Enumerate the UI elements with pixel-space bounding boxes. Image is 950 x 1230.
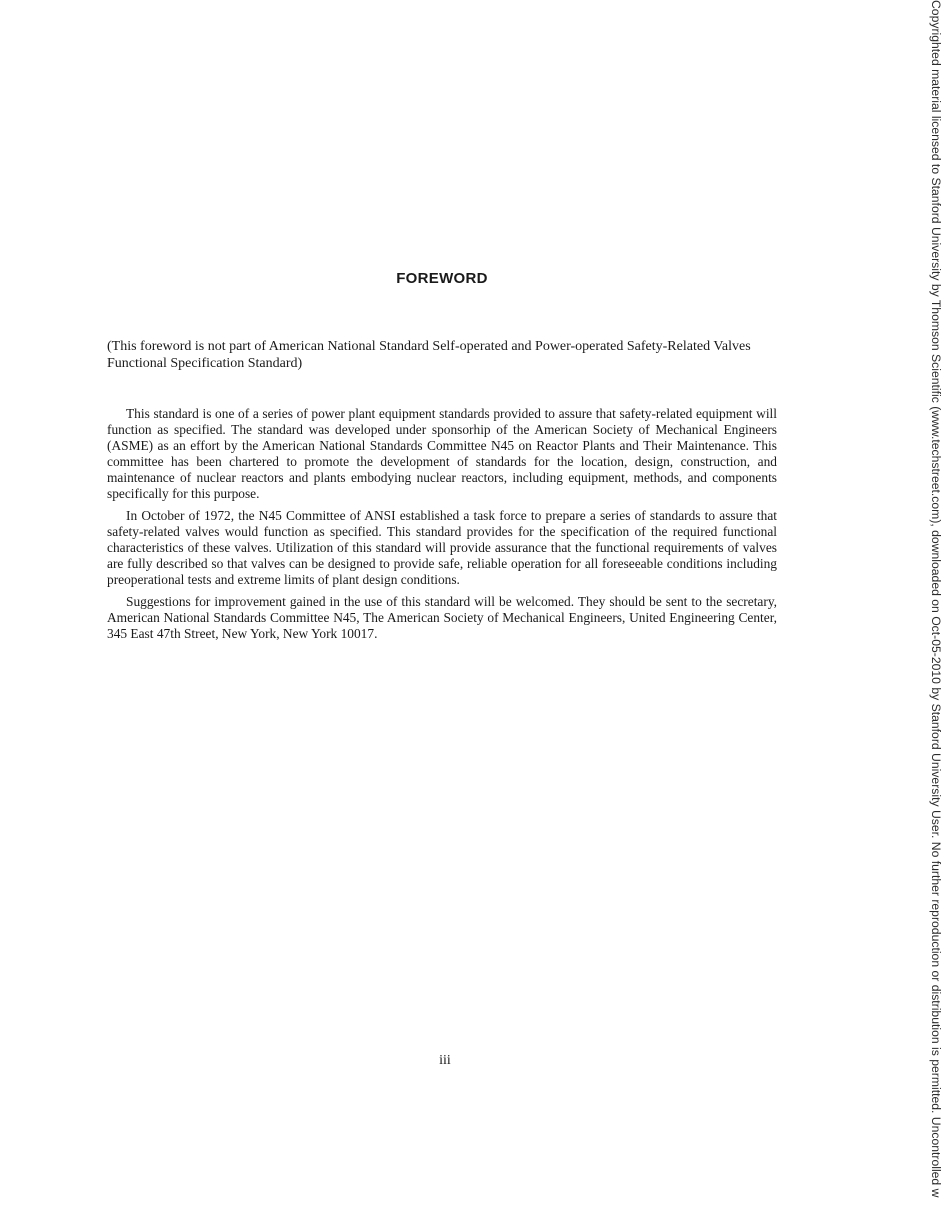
foreword-body (107, 406, 777, 648)
copyright-side-notice: Copyrighted material licensed to Stanford University by Thomson Scientific (www.techstreet.com), downloaded on Oct-05-2010 by Stanford University User. No further reproduction or distribution is permitted. Uncontrolled w (929, 0, 943, 1198)
paragraph-2: In October of 1972, the N45 Committee of ANSI established a task force to prepare a series of standards to assure that safety-related valves would function as specified. This standard provides for the specification of the required functional characteristics of these valves. Utilization of this standard will provide assurance that the functional requirements of valves are fully described so that valves can be designed to provide safe, reliable operation for all foreseeable conditions including preoperational tests and extreme limits of plant design conditions. (107, 508, 777, 587)
page-number: iii (439, 1053, 451, 1068)
paragraph-3: Suggestions for improvement gained in the use of this standard will be welcomed. They should be sent to the secretary, American National Standards Committee N45, The American Society of Mechanical Engineers, United Engineering Center, 345 East 47th Street, New York, New York 10017. (107, 594, 777, 641)
page-title: FOREWORD (396, 270, 488, 287)
paragraph-1: This standard is one of a series of power plant equipment standards provided to assure that safety-related equipment will function as specified. The standard was developed under sponsorhip of the American Society of Mechanical Engineers (ASME) as an effort by the American National Standards Committee N45 on Reactor Plants and Their Maintenance. This committee has been chartered to promote the development of standards for the location, design, construction, and maintenance of nuclear reactors and plants embodying nuclear reactors, including equipment, methods, and components specifically for this purpose. (107, 406, 777, 501)
foreword-note: (This foreword is not part of American National Standard Self-operated and Power-operated Safety-Related Valves Functional Specification Standard) (107, 339, 751, 371)
